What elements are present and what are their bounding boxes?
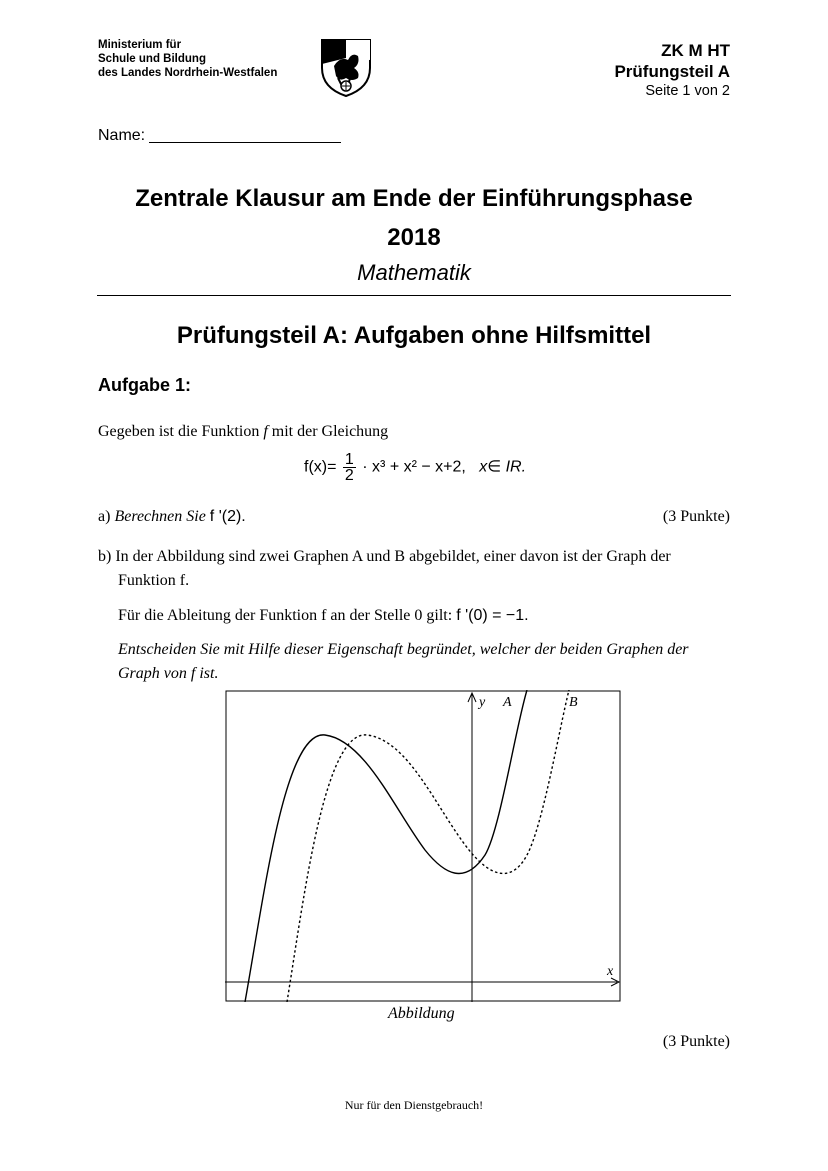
name-field: [98, 126, 341, 145]
subtask-a-points: (3 Punkte): [662, 508, 730, 525]
fraction-denominator: 2: [344, 467, 354, 484]
intro-prefix: Gegeben ist die Funktion: [98, 423, 260, 440]
subtask-b-line5: Graph von f ist.: [118, 665, 219, 682]
footer-note: Nur für den Dienstgebrauch!: [344, 1098, 484, 1112]
subtask-b-expr: f '(0) = −1.: [456, 607, 529, 624]
nrw-coat-of-arms-icon: [318, 38, 374, 98]
subtask-a-expr: f '(2).: [209, 508, 246, 525]
task-heading: Aufgabe 1:: [98, 375, 192, 395]
subtask-a-label: a): [98, 508, 111, 525]
graph-b-curve: [287, 690, 569, 1002]
intro-suffix: mit der Gleichung: [271, 423, 389, 440]
page-number: Seite 1 von 2: [645, 83, 730, 99]
exam-subject: Mathematik: [357, 260, 471, 285]
ministry-name: [98, 38, 277, 80]
title-divider: [97, 295, 731, 296]
exam-year: 2018: [387, 224, 441, 251]
ministry-line: Schule und Bildung: [98, 53, 206, 65]
subtask-b-line3: [118, 606, 529, 626]
subtask-b-line1: [98, 547, 730, 567]
subtask-b-text1: In der Abbildung sind zwei Graphen A und B abgebildet, einer davon ist der Graph der: [115, 548, 671, 565]
ministry-line: Ministerium für: [98, 39, 182, 51]
exam-title: Zentrale Klausur am Ende der Einführungsphase: [135, 185, 693, 212]
equation-rhs: · x³ + x² − x+2,: [362, 458, 466, 476]
function-equation: [304, 452, 526, 483]
name-blank-line[interactable]: [149, 126, 341, 143]
equation-fraction: [343, 452, 356, 483]
graph-figure: [225, 690, 621, 1002]
intro-var: f: [263, 423, 268, 440]
graph-a-label: A: [503, 695, 512, 710]
equation-domain: x∈ IR.: [479, 458, 527, 476]
exam-part: Prüfungsteil A: [614, 62, 730, 81]
subtask-b-label: b): [98, 548, 112, 565]
subtask-b-points: (3 Punkte): [662, 1033, 730, 1050]
name-label: Name:: [98, 127, 146, 144]
header-right: [614, 40, 730, 101]
equation-lhs: f(x)=: [304, 458, 337, 476]
y-axis-label: y: [479, 695, 486, 710]
task-intro: [98, 422, 388, 442]
subtask-b-line4: Entscheiden Sie mit Hilfe dieser Eigenschaft begründet, welcher der beiden Graphen der: [118, 641, 689, 658]
exam-code: ZK M HT: [661, 41, 730, 60]
figure-frame: [226, 691, 620, 1001]
ministry-line: des Landes Nordrhein-Westfalen: [98, 67, 278, 79]
subtask-a-text: Berechnen Sie: [114, 508, 206, 525]
subtask-b-line2: Funktion f.: [118, 572, 190, 589]
part-title: Prüfungsteil A: Aufgaben ohne Hilfsmittel: [176, 322, 652, 349]
subtask-b-text3: Für die Ableitung der Funktion f an der Stelle 0 gilt:: [118, 607, 453, 624]
x-axis-label: x: [607, 964, 614, 979]
graph-b-label: B: [569, 695, 578, 710]
subtask-a: [98, 507, 730, 527]
graph-a-curve: [245, 690, 527, 1002]
fraction-numerator: 1: [344, 451, 354, 468]
figure-caption: Abbildung: [388, 1005, 455, 1022]
